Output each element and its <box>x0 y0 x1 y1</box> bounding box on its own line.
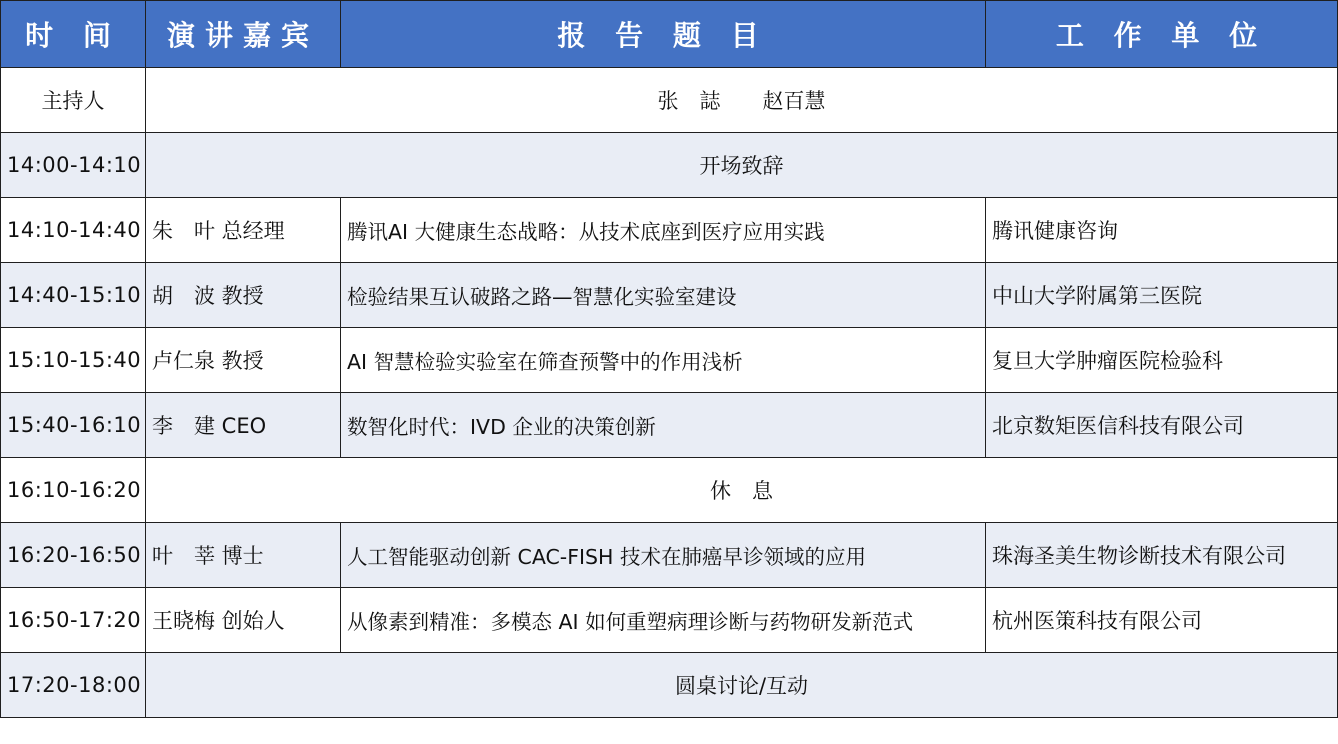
host-row <box>1 68 1338 133</box>
host-label: 主持人 <box>1 68 146 133</box>
time-cell: 15:40-16:10 <box>1 393 146 458</box>
org-cell: 杭州医策科技有限公司 <box>986 588 1338 653</box>
topic-cell: 数智化时代：IVD 企业的决策创新 <box>341 393 986 458</box>
host-names: 张 誌 赵百慧 <box>146 68 1338 133</box>
table-row <box>1 393 1338 458</box>
header-row <box>1 1 1338 68</box>
topic-cell: 人工智能驱动创新 CAC-FISH 技术在肺癌早诊领域的应用 <box>341 523 986 588</box>
table-row <box>1 588 1338 653</box>
session-cell: 开场致辞 <box>146 133 1338 198</box>
topic-cell: 检验结果互认破路之路—智慧化实验室建设 <box>341 263 986 328</box>
time-cell: 16:50-17:20 <box>1 588 146 653</box>
table-row <box>1 263 1338 328</box>
topic-cell: AI 智慧检验实验室在筛查预警中的作用浅析 <box>341 328 986 393</box>
header-org: 工 作 单 位 <box>986 1 1338 68</box>
time-cell: 15:10-15:40 <box>1 328 146 393</box>
org-cell: 复旦大学肿瘤医院检验科 <box>986 328 1338 393</box>
org-cell: 珠海圣美生物诊断技术有限公司 <box>986 523 1338 588</box>
header-topic: 报 告 题 目 <box>341 1 986 68</box>
session-cell: 休 息 <box>146 458 1338 523</box>
time-cell: 14:10-14:40 <box>1 198 146 263</box>
time-cell: 16:10-16:20 <box>1 458 146 523</box>
table-row <box>1 523 1338 588</box>
table-row <box>1 198 1338 263</box>
speaker-cell: 卢仁泉 教授 <box>146 328 341 393</box>
time-cell: 14:00-14:10 <box>1 133 146 198</box>
topic-cell: 从像素到精准：多模态 AI 如何重塑病理诊断与药物研发新范式 <box>341 588 986 653</box>
header-time: 时 间 <box>1 1 146 68</box>
time-cell: 17:20-18:00 <box>1 653 146 718</box>
time-cell: 16:20-16:50 <box>1 523 146 588</box>
speaker-cell: 王晓梅 创始人 <box>146 588 341 653</box>
speaker-cell: 叶 莘 博士 <box>146 523 341 588</box>
table-row <box>1 458 1338 523</box>
speaker-cell: 李 建 CEO <box>146 393 341 458</box>
topic-cell: 腾讯AI 大健康生态战略：从技术底座到医疗应用实践 <box>341 198 986 263</box>
table-row <box>1 133 1338 198</box>
org-cell: 北京数矩医信科技有限公司 <box>986 393 1338 458</box>
org-cell: 腾讯健康咨询 <box>986 198 1338 263</box>
org-cell: 中山大学附属第三医院 <box>986 263 1338 328</box>
speaker-cell: 胡 波 教授 <box>146 263 341 328</box>
time-cell: 14:40-15:10 <box>1 263 146 328</box>
header-speaker: 演讲嘉宾 <box>146 1 341 68</box>
session-cell: 圆桌讨论/互动 <box>146 653 1338 718</box>
speaker-cell: 朱 叶 总经理 <box>146 198 341 263</box>
table-row <box>1 653 1338 718</box>
table-row <box>1 328 1338 393</box>
